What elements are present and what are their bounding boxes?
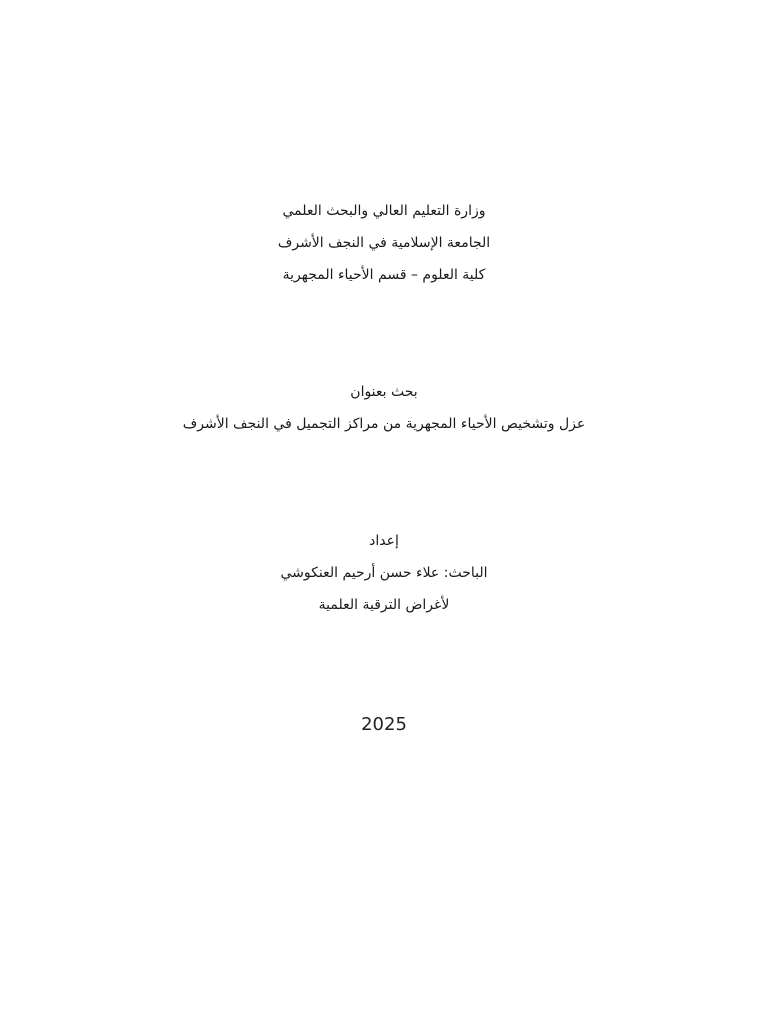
ministry-name: وزارة التعليم العالي والبحث العلمي — [282, 203, 486, 219]
research-title: عزل وتشخيص الأحياء المجهرية من مراكز التجميل في النجف الأشرف — [182, 416, 586, 432]
college-department: كلية العلوم – قسم الأحياء المجهرية — [282, 267, 486, 283]
university-name: الجامعة الإسلامية في النجف الأشرف — [277, 235, 491, 251]
researcher-name: الباحث: علاء حسن أرحيم العنكوشي — [280, 565, 488, 581]
prepared-by-label: إعداد — [369, 533, 399, 549]
research-heading: بحث بعنوان — [350, 384, 418, 400]
purpose-statement: لأغراض الترقية العلمية — [318, 597, 450, 613]
publication-year: 2025 — [361, 714, 407, 735]
